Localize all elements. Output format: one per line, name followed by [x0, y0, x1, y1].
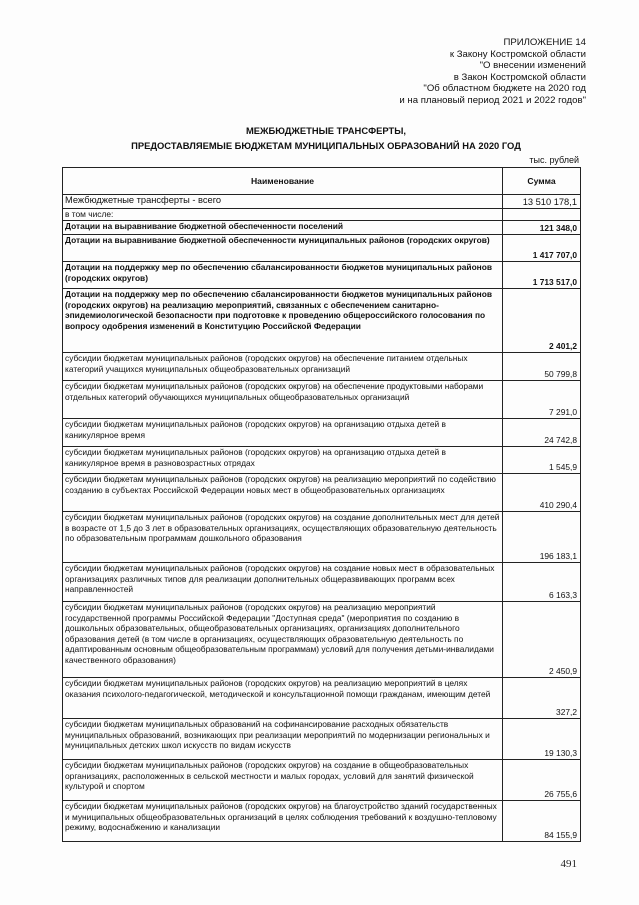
table-row	[63, 289, 581, 353]
units-label: тыс. рублей	[529, 155, 579, 165]
row-sum: 6 163,3	[503, 563, 581, 602]
row-sum: 1 713 517,0	[503, 262, 581, 289]
row-sum: 2 401,2	[503, 289, 581, 353]
row-name: субсидии бюджетам муниципальных районов (городских округов) на создание новых мест в образовательных организациях различных типов для реализации дополнительных общеразвивающих программ всех направленностей	[63, 563, 503, 602]
row-name: субсидии бюджетам муниципальных районов (городских округов) на обеспечение питанием отдельных категорий учащихся муниципальных общеобразовательных организаций	[63, 353, 503, 381]
table-row	[63, 801, 581, 842]
table-row	[63, 447, 581, 474]
table-row	[63, 678, 581, 719]
row-sum: 50 799,8	[503, 353, 581, 381]
row-sum: 13 510 178,1	[503, 195, 581, 209]
row-sum: 84 155,9	[503, 801, 581, 842]
table-row	[63, 602, 581, 678]
appendix-line: "Об областном бюджете на 2020 год	[423, 83, 586, 95]
row-name: субсидии бюджетам муниципальных районов (городских округов) на благоустройство зданий государственных и муниципальных общеобразовательных организаций в целях соблюдения требований к воздушно-тепловому режиму, водоснабжению и канализации	[63, 801, 503, 842]
transfers-table	[62, 167, 581, 842]
row-sum: 26 755,6	[503, 760, 581, 801]
table-row	[63, 221, 581, 235]
table-row	[63, 195, 581, 209]
table-row	[63, 474, 581, 512]
table-row	[63, 563, 581, 602]
row-sum: 24 742,8	[503, 419, 581, 447]
row-name: в том числе:	[63, 209, 503, 221]
row-name: субсидии бюджетам муниципальных районов (городских округов) на реализацию мероприятий государственной программы Российской Федерации "Доступная среда" (мероприятия по созданию в дошкольных образовательных, общеобразовательных организациях, организациях дополнительного образования детей (в том числе в организациях, осуществляющих образовательную деятельность по адаптированным основным общеобразовательным программам) условий для получения детьми-инвалидами качественного образования)	[63, 602, 503, 678]
row-name: Дотации на выравнивание бюджетной обеспеченности поселений	[63, 221, 503, 235]
appendix-line: в Закон Костромской области	[453, 71, 586, 83]
appendix-header	[286, 37, 586, 107]
table-row	[63, 719, 581, 760]
row-sum: 7 291,0	[503, 381, 581, 419]
table-row	[63, 419, 581, 447]
row-sum	[503, 209, 581, 221]
appendix-line: к Закону Костромской области	[449, 48, 586, 60]
row-sum: 410 290,4	[503, 474, 581, 512]
document-title	[66, 124, 586, 153]
title-line: ПРЕДОСТАВЛЯЕМЫЕ БЮДЖЕТАМ МУНИЦИПАЛЬНЫХ ОБРАЗОВАНИЙ НА 2020 ГОД	[131, 139, 521, 151]
column-header-name: Наименование	[63, 168, 503, 195]
row-name: субсидии бюджетам муниципальных районов (городских округов) на обеспечение продуктовыми наборами отдельных категорий обучающихся муниципальных общеобразовательных организаций	[63, 381, 503, 419]
row-name: Дотации на выравнивание бюджетной обеспеченности муниципальных районов (городских округов)	[63, 235, 503, 262]
table-row	[63, 262, 581, 289]
row-name: Межбюджетные трансферты - всего	[63, 195, 503, 209]
row-sum: 1 417 707,0	[503, 235, 581, 262]
row-sum: 19 130,3	[503, 719, 581, 760]
table-body	[63, 195, 581, 842]
table-row	[63, 512, 581, 563]
row-name: субсидии бюджетам муниципальных районов (городских округов) на организацию отдыха детей в каникулярное время в разновозрастных отрядах	[63, 447, 503, 474]
table-row	[63, 760, 581, 801]
row-sum: 327,2	[503, 678, 581, 719]
row-sum: 196 183,1	[503, 512, 581, 563]
row-name: субсидии бюджетам муниципальных районов (городских округов) на создание в общеобразовательных организациях, расположенных в сельской местности и малых городах, условий для занятий физической культурой и спортом	[63, 760, 503, 801]
row-name: субсидии бюджетам муниципальных районов (городских округов) на реализацию мероприятий в целях оказания психолого-педагогической, методической и консультационной помощи гражданам, имеющим детей	[63, 678, 503, 719]
appendix-line: ПРИЛОЖЕНИЕ 14	[503, 37, 586, 48]
row-name: субсидии бюджетам муниципальных районов (городских округов) на создание дополнительных мест для детей в возрасте от 1,5 до 3 лет в образовательных организациях, осуществляющих образовательную деятельность по образовательным программам дошкольного образования	[63, 512, 503, 563]
row-sum: 121 348,0	[503, 221, 581, 235]
table-row	[63, 235, 581, 262]
title-line: МЕЖБЮДЖЕТНЫЕ ТРАНСФЕРТЫ,	[245, 125, 406, 136]
column-header-sum: Сумма	[503, 168, 581, 195]
page-number: 491	[560, 858, 577, 870]
row-name: Дотации на поддержку мер по обеспечению сбалансированности бюджетов муниципальных районов (городских округов)	[63, 262, 503, 289]
table-row	[63, 381, 581, 419]
row-name: Дотации на поддержку мер по обеспечению сбалансированности бюджетов муниципальных районов (городских округов) на реализацию мероприятий, связанных с обеспечением санитарно-эпидемиологической безопасности при подготовке к проведению общероссийского голосования по вопросу одобрения изменений в Конституцию Российской Федерации	[63, 289, 503, 353]
appendix-line: "О внесении изменений	[479, 60, 586, 72]
appendix-line: и на плановый период 2021 и 2022 годов"	[399, 94, 586, 106]
row-name: субсидии бюджетам муниципальных образований на софинансирование расходных обязательств муниципальных образований, возникающих при реализации мероприятий по модернизации региональных и муниципальных детских школ искусств по видам искусств	[63, 719, 503, 760]
row-name: субсидии бюджетам муниципальных районов (городских округов) на реализацию мероприятий по содействию созданию в субъектах Российской Федерации новых мест в общеобразовательных организациях	[63, 474, 503, 512]
table-header-row	[63, 168, 581, 195]
row-name: субсидии бюджетам муниципальных районов (городских округов) на организацию отдыха детей в каникулярное время	[63, 419, 503, 447]
row-sum: 1 545,9	[503, 447, 581, 474]
table-row	[63, 353, 581, 381]
table-row	[63, 209, 581, 221]
row-sum: 2 450,9	[503, 602, 581, 678]
